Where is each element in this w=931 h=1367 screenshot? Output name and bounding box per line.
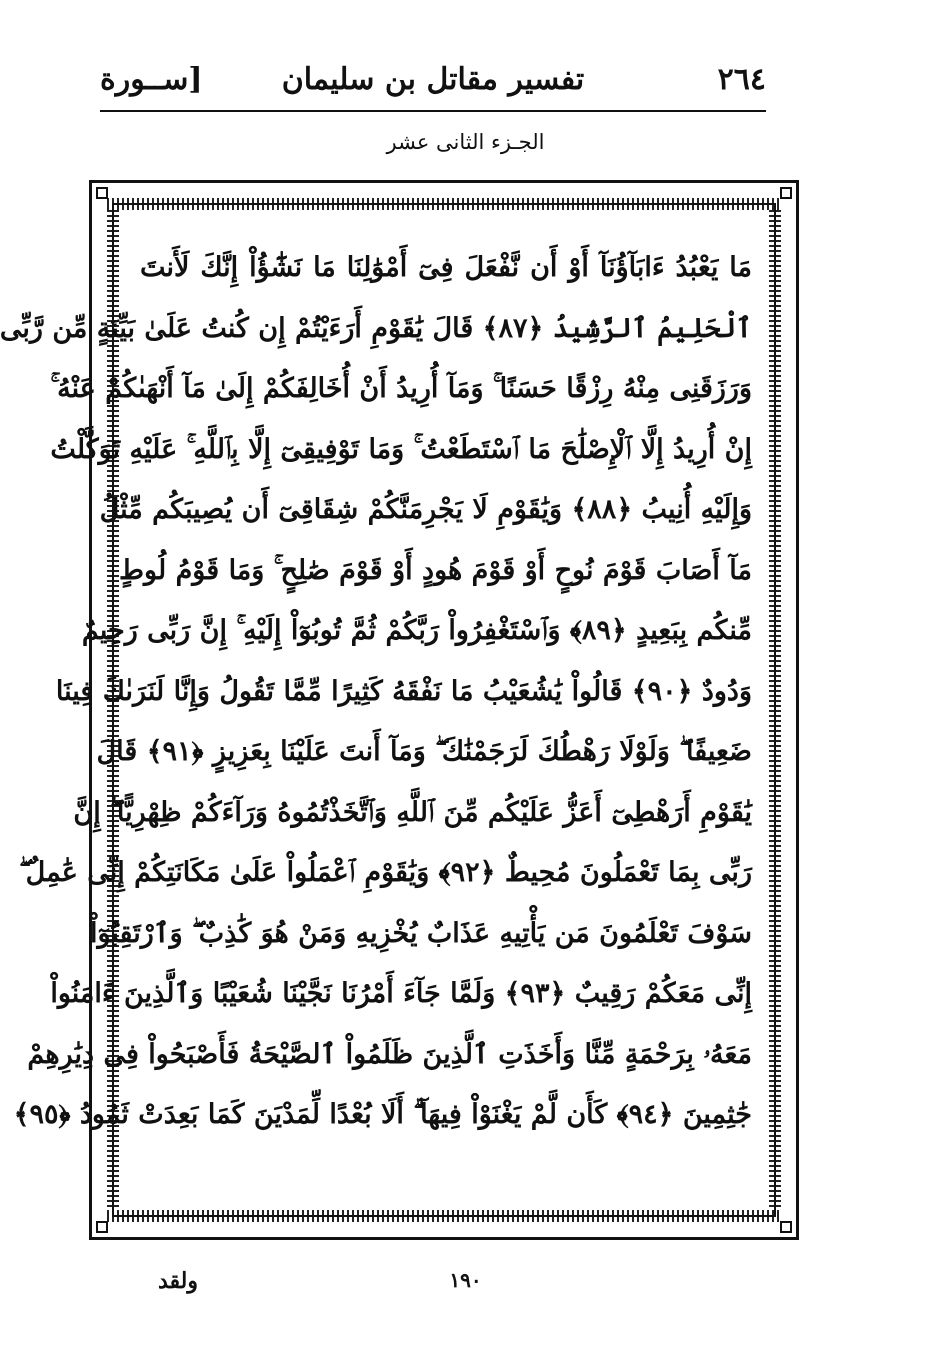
juz-label: الجـزء الثانى عشر	[386, 130, 545, 154]
quran-line: مِّنكُم بِبَعِيدٍ ﴿٨٩﴾ وَٱسْتَغْفِرُواْ رَبَّكُمْ ثُمَّ تُوبُوٓاْ إِلَيْهِ ۚ إِنَّ رَبِّى رَحِيمٌ	[81, 615, 752, 646]
surah-label: [ســورة	[100, 62, 203, 97]
quran-line: وَرَزَقَنِى مِنْهُ رِزْقًا حَسَنًا ۚ وَمَآ أُرِيدُ أَنْ أُخَالِفَكُمْ إِلَىٰ مَآ أَنْهَىٰكُمْ عَنْهُ ۚ	[50, 373, 752, 404]
quran-line: مَعَهُۥ بِرَحْمَةٍ مِّنَّا وَأَخَذَتِ ٱلَّذِينَ ظَلَمُواْ ٱلصَّيْحَةُ فَأَصْبَحُواْ فِى دِيَٰرِهِمْ	[27, 1038, 752, 1070]
quran-line: مَآ أَصَابَ قَوْمَ نُوحٍ أَوْ قَوْمَ هُودٍ أَوْ قَوْمَ صَٰلِحٍ ۚ وَمَا قَوْمُ لُوطٍ	[119, 554, 752, 586]
frame-corner-ornament	[780, 187, 792, 199]
page-number: ٢٦٤	[717, 62, 766, 97]
quran-line: يَٰقَوْمِ أَرَهْطِىٓ أَعَزُّ عَلَيْكُم مِّنَ ٱللَّهِ وَٱتَّخَذْتُمُوهُ وَرَآءَكُمْ ظِهْرِيًّا ۖ إِنَّ	[73, 796, 752, 828]
page-header	[100, 62, 766, 108]
frame-corner-ornament	[96, 1221, 108, 1233]
quran-line: جَٰثِمِينَ ﴿٩٤﴾ كَأَن لَّمْ يَغْنَوْاْ فِيهَآ ۗ أَلَا بُعْدًا لِّمَدْيَنَ كَمَا بَعِدَتْ ثَمُودُ ﴿٩٥﴾	[13, 1099, 752, 1130]
quran-line: إِنِّى مَعَكُمْ رَقِيبٌ ﴿٩٣﴾ وَلَمَّا جَآءَ أَمْرُنَا نَجَّيْنَا شُعَيْبًا وَٱلَّذِينَ ءَامَنُواْ	[50, 978, 752, 1009]
folio-number: ١٩٠	[449, 1268, 482, 1292]
quran-line: سَوْفَ تَعْلَمُونَ مَن يَأْتِيهِ عَذَابٌ يُخْزِيهِ وَمَنْ هُوَ كَٰذِبٌ ۖ وَٱرْتَقِبُوٓاْ	[89, 917, 752, 949]
quran-text-block	[0, 238, 752, 1146]
catchword: ولقد	[158, 1268, 199, 1294]
quran-line: رَبِّى بِمَا تَعْمَلُونَ مُحِيطٌ ﴿٩٢﴾ وَيَٰقَوْمِ ٱعْمَلُواْ عَلَىٰ مَكَانَتِكُمْ إِنِّى عَٰمِلٌ ۖ	[18, 857, 752, 888]
quran-line: مَا يَعْبُدُ ءَابَآؤُنَآ أَوْ أَن نَّفْعَلَ فِىٓ أَمْوَٰلِنَا مَا نَشَٰٓؤُاْ إِنَّكَ لَأَنتَ	[140, 252, 752, 283]
quran-line: ٱلْحَلِيمُ ٱلرَّشِيدُ ﴿٨٧﴾ قَالَ يَٰقَوْمِ أَرَءَيْتُمْ إِن كُنتُ عَلَىٰ بَيِّنَةٍ مِّن رَّبِّى	[0, 312, 752, 344]
quran-line: ضَعِيفًا ۖ وَلَوْلَا رَهْطُكَ لَرَجَمْنَٰكَ ۖ وَمَآ أَنتَ عَلَيْنَا بِعَزِيزٍ ﴿٩١﴾ قَالَ	[96, 736, 752, 767]
frame-corner-ornament	[780, 1221, 792, 1233]
quran-line: وَدُودٌ ﴿٩٠﴾ قَالُواْ يَٰشُعَيْبُ مَا نَفْقَهُ كَثِيرًا مِّمَّا تَقُولُ وَإِنَّا لَنَرَىٰكَ فِينَا	[55, 675, 752, 707]
frame-corner-ornament	[96, 187, 108, 199]
quran-line: إِنْ أُرِيدُ إِلَّا ٱلْإِصْلَٰحَ مَا ٱسْتَطَعْتُ ۚ وَمَا تَوْفِيقِىٓ إِلَّا بِٱللَّهِ ۚ عَلَيْهِ تَوَكَّلْتُ	[50, 433, 752, 465]
book-title: تفسير مقاتل بن سليمان	[281, 62, 585, 97]
header-divider	[100, 110, 766, 112]
quran-line: وَإِلَيْهِ أُنِيبُ ﴿٨٨﴾ وَيَٰقَوْمِ لَا يَجْرِمَنَّكُمْ شِقَاقِىٓ أَن يُصِيبَكُم مِّثْلُ	[99, 494, 752, 525]
